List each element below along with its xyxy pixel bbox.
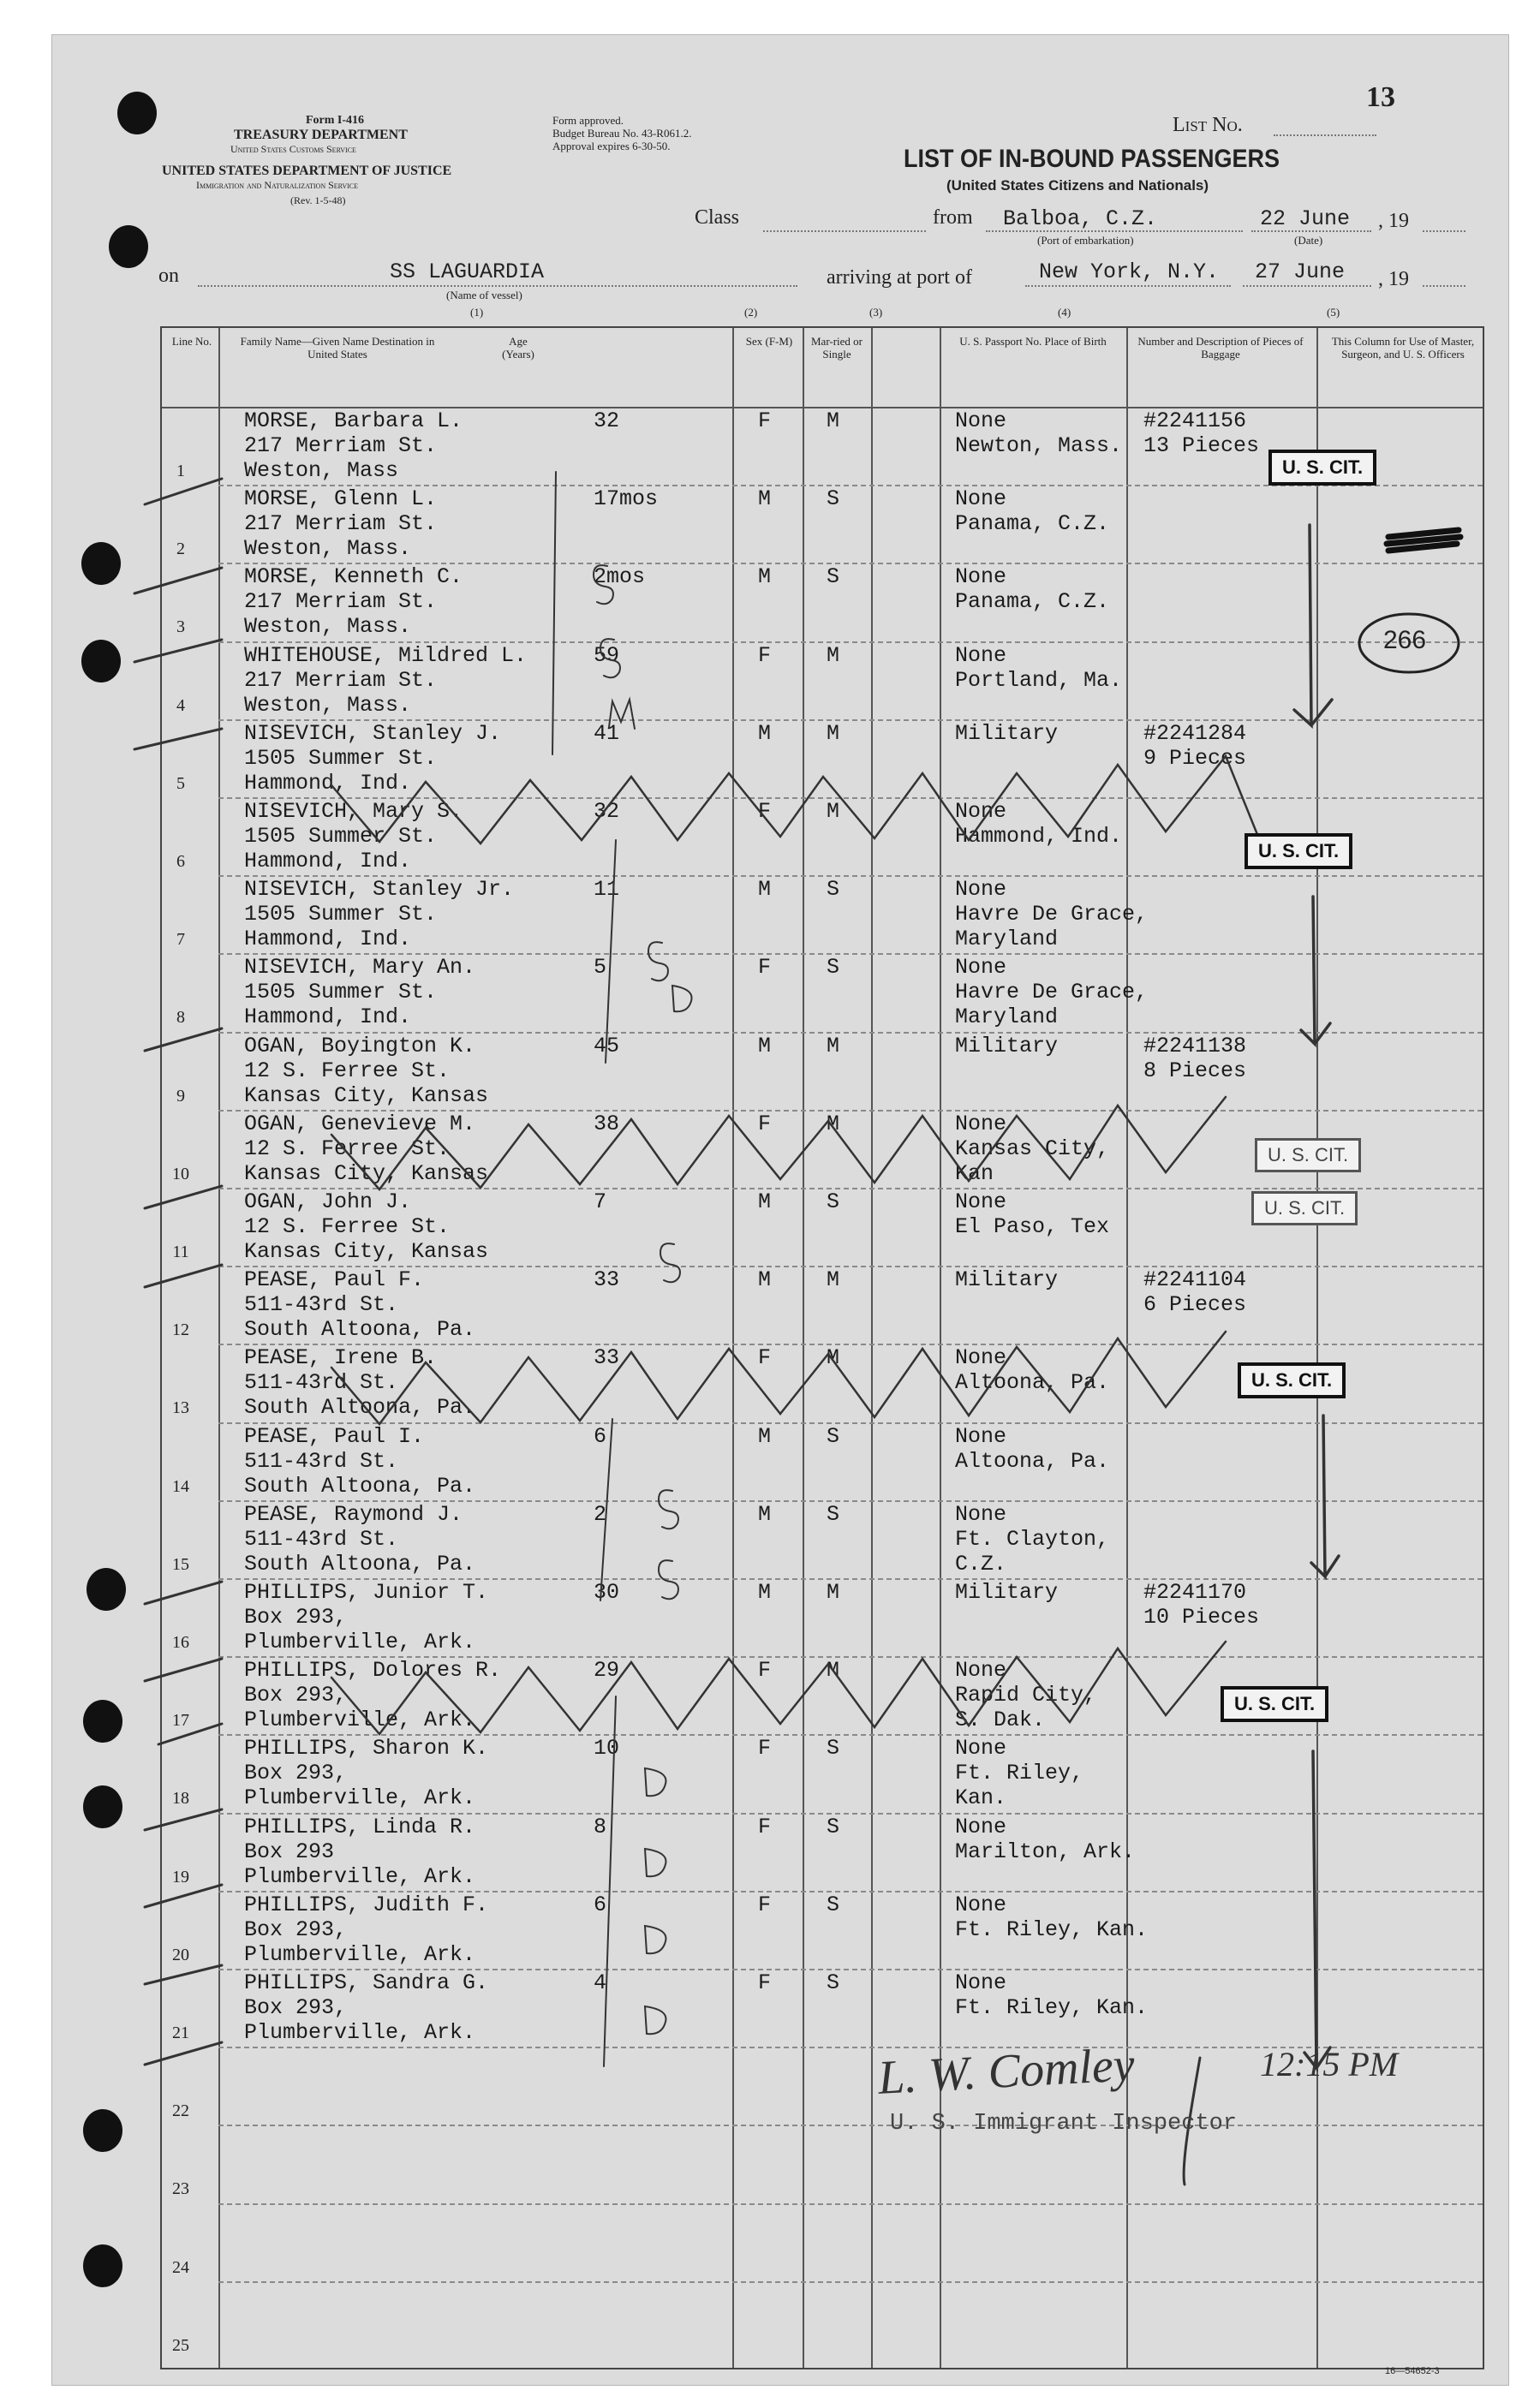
passport-number: None <box>955 408 1007 433</box>
arrival-date: 27 June <box>1255 259 1346 284</box>
passenger-marital-status: S <box>827 1970 840 1995</box>
inspector-signature: L. W. Comley <box>876 2038 1137 2105</box>
column-header-age: Age (Years) <box>502 335 534 361</box>
passenger-marital-status: S <box>827 877 840 903</box>
passenger-age: 32 <box>594 799 620 824</box>
line-number: 12 <box>172 1320 189 1340</box>
passenger-marital-status: S <box>827 1892 840 1917</box>
binder-hole <box>83 1700 122 1743</box>
passenger-age: 32 <box>594 408 620 433</box>
passenger-age: 5 <box>594 955 607 980</box>
column-header-name: Family Name—Given Name Destination in United States <box>240 335 435 361</box>
passenger-marital-status: M <box>827 408 840 433</box>
place-of-birth-cont: Kan <box>955 1160 994 1186</box>
baggage-number: #2241104 <box>1143 1267 1247 1293</box>
passenger-name: OGAN, Genevieve M. <box>244 1111 476 1136</box>
us-citizen-stamp: U. S. CIT. <box>1251 1191 1358 1225</box>
place-of-birth-cont: S. Dak. <box>955 1708 1046 1733</box>
baggage-number: #2241284 <box>1143 720 1247 746</box>
passenger-name: WHITEHOUSE, Mildred L. <box>244 642 528 668</box>
passenger-address: Box 293, <box>244 1683 348 1708</box>
passenger-sex: F <box>758 1658 772 1684</box>
passport-number: None <box>955 1423 1007 1449</box>
passenger-destination: South Altoona, Pa. <box>244 1473 476 1499</box>
us-citizen-stamp: U. S. CIT. <box>1238 1362 1346 1398</box>
binder-hole <box>83 2109 122 2152</box>
place-of-birth: Rapid City, <box>955 1683 1097 1708</box>
vessel-caption: (Name of vessel) <box>446 289 522 301</box>
line-number: 1 <box>176 462 185 480</box>
list-title: LIST OF IN-BOUND PASSENGERS <box>904 145 1280 173</box>
us-citizen-stamp: U. S. CIT. <box>1268 450 1376 486</box>
passenger-address: 511-43rd St. <box>244 1526 399 1552</box>
passenger-name: PEASE, Paul I. <box>244 1423 425 1449</box>
passenger-destination: Plumberville, Ark. <box>244 1863 476 1889</box>
us-citizen-stamp: U. S. CIT. <box>1221 1686 1328 1722</box>
passenger-address: 1505 Summer St. <box>244 824 438 849</box>
passenger-age: 7 <box>594 1189 607 1214</box>
budget-bureau: Budget Bureau No. 43-R061.2. <box>552 127 692 140</box>
passenger-address: 12 S. Ferree St. <box>244 1058 451 1083</box>
passenger-destination: Plumberville, Ark. <box>244 1630 476 1654</box>
port-of-arrival: New York, N.Y. <box>1039 259 1220 284</box>
baggage-pieces: 13 Pieces <box>1143 433 1260 458</box>
line-number: 20 <box>172 1945 189 1964</box>
place-of-birth: Havre De Grace, <box>955 980 1149 1005</box>
line-number: 11 <box>172 1243 189 1261</box>
passenger-destination: Hammond, Ind. <box>244 927 412 952</box>
passenger-sex: F <box>758 1892 772 1917</box>
passenger-age: 59 <box>594 642 620 668</box>
passenger-marital-status: M <box>827 1345 840 1371</box>
place-of-birth: El Paso, Tex <box>955 1214 1110 1239</box>
place-of-birth: Havre De Grace, <box>955 902 1149 927</box>
passenger-name: PHILLIPS, Linda R. <box>244 1814 476 1839</box>
vessel-col-number: (1) <box>470 306 484 319</box>
passenger-destination: Kansas City, Kansas <box>244 1082 489 1108</box>
passenger-marital-status: S <box>827 1501 840 1527</box>
passenger-destination: Plumberville, Ark. <box>244 2020 476 2045</box>
baggage-pieces: 9 Pieces <box>1143 745 1247 771</box>
passenger-name: PHILLIPS, Junior T. <box>244 1580 489 1605</box>
passenger-name: NISEVICH, Mary An. <box>244 955 476 980</box>
justice-dept: UNITED STATES DEPARTMENT OF JUSTICE <box>162 164 452 178</box>
passport-number: Military <box>955 1033 1059 1058</box>
form-number: Form I-416 <box>306 114 365 127</box>
year-label: , 19 <box>1378 268 1409 290</box>
line-number: 4 <box>176 695 185 715</box>
footer-code: 16—54652-3 <box>1385 2366 1440 2376</box>
passport-number: None <box>955 799 1007 824</box>
passenger-sex: F <box>758 642 772 668</box>
place-of-birth-cont: Maryland <box>955 1004 1059 1030</box>
place-of-birth: Ft. Riley, Kan. <box>955 1916 1149 1942</box>
passenger-destination: South Altoona, Pa. <box>244 1551 476 1577</box>
passenger-name: OGAN, John J. <box>244 1189 412 1214</box>
line-number: 13 <box>172 1398 189 1418</box>
place-of-birth: Kansas City, <box>955 1135 1110 1161</box>
passenger-address: 217 Merriam St. <box>244 433 438 458</box>
baggage-number: #2241170 <box>1143 1580 1247 1605</box>
passenger-name: PHILLIPS, Judith F. <box>244 1892 489 1917</box>
passenger-age: 29 <box>594 1658 620 1684</box>
passenger-destination: South Altoona, Pa. <box>244 1395 476 1421</box>
port-of-embarkation: Balboa, C.Z. <box>1003 206 1158 231</box>
passenger-address: 1505 Summer St. <box>244 745 438 771</box>
column-header-line-no: Line No. <box>171 335 212 348</box>
customs-service: United States Customs Service <box>230 143 356 155</box>
passenger-destination: Kansas City, Kansas <box>244 1239 489 1264</box>
passenger-destination: Hammond, Ind. <box>244 849 412 873</box>
baggage-number: #2241138 <box>1143 1033 1247 1058</box>
manifest-page <box>51 34 1509 2386</box>
passenger-sex: M <box>758 486 772 512</box>
us-citizen-stamp: U. S. CIT. <box>1255 1138 1361 1172</box>
passenger-destination: Weston, Mass. <box>244 536 412 562</box>
passenger-destination: Weston, Mass. <box>244 614 412 640</box>
column-header-officers: This Column for Use of Master, Surgeon, and U. S. Officers <box>1331 335 1475 361</box>
on-label: on <box>158 265 179 287</box>
passport-number: None <box>955 1814 1007 1839</box>
passenger-age: 6 <box>594 1892 607 1917</box>
line-number: 15 <box>172 1554 189 1574</box>
line-number: 8 <box>176 1008 185 1028</box>
place-of-birth: Altoona, Pa. <box>955 1448 1110 1474</box>
passenger-sex: F <box>758 955 772 980</box>
baggage-pieces: 10 Pieces <box>1143 1605 1260 1630</box>
line-number: 16 <box>172 1633 189 1652</box>
passenger-sex: F <box>758 1814 772 1839</box>
passenger-age: 17mos <box>594 486 659 512</box>
line-number: 6 <box>176 852 185 871</box>
passenger-name: PHILLIPS, Sandra G. <box>244 1970 489 1995</box>
binder-hole <box>81 640 121 682</box>
line-number: 21 <box>172 2024 189 2042</box>
passenger-age: 6 <box>594 1423 607 1449</box>
page-number: 13 <box>1366 81 1395 113</box>
passenger-address: 217 Merriam St. <box>244 511 438 537</box>
passenger-name: MORSE, Kenneth C. <box>244 564 463 590</box>
binder-hole <box>83 2244 122 2287</box>
date-caption: (Date) <box>1294 234 1323 247</box>
us-citizen-stamp: U. S. CIT. <box>1245 833 1352 869</box>
passenger-age: 33 <box>594 1267 620 1293</box>
line-number: 9 <box>176 1086 185 1106</box>
arriving-label: arriving at port of <box>827 266 972 289</box>
passenger-address: Box 293, <box>244 1995 348 2020</box>
passenger-address: 217 Merriam St. <box>244 589 438 615</box>
column-number-5: (5) <box>1327 306 1340 319</box>
passport-number: Military <box>955 1267 1059 1293</box>
baggage-number: #2241156 <box>1143 408 1247 433</box>
treasury-dept: TREASURY DEPARTMENT <box>234 128 408 142</box>
passenger-destination: South Altoona, Pa. <box>244 1317 476 1343</box>
port-embark-caption: (Port of embarkation) <box>1037 234 1134 247</box>
passenger-sex: M <box>758 1033 772 1058</box>
place-of-birth: Hammond, Ind. <box>955 824 1123 849</box>
passenger-name: PHILLIPS, Sharon K. <box>244 1736 489 1761</box>
passenger-name: MORSE, Glenn L. <box>244 486 438 512</box>
place-of-birth: Marilton, Ark. <box>955 1839 1136 1864</box>
line-number: 19 <box>172 1867 189 1886</box>
passport-number: None <box>955 1345 1007 1371</box>
passenger-marital-status: M <box>827 1267 840 1293</box>
passenger-sex: M <box>758 1580 772 1605</box>
line-number: 14 <box>172 1476 189 1496</box>
inspector-title: U. S. Immigrant Inspector <box>890 2111 1238 2137</box>
passport-number: Military <box>955 720 1059 746</box>
passenger-sex: M <box>758 1501 772 1527</box>
passenger-name: PEASE, Irene B. <box>244 1345 438 1371</box>
binder-hole <box>87 1568 126 1611</box>
vessel-name: SS LAGUARDIA <box>390 259 545 284</box>
place-of-birth: Newton, Mass. <box>955 433 1123 458</box>
passenger-marital-status: M <box>827 642 840 668</box>
baggage-pieces: 6 Pieces <box>1143 1292 1247 1318</box>
passenger-destination: Plumberville, Ark. <box>244 1941 476 1967</box>
line-number: 17 <box>172 1711 189 1731</box>
column-header-baggage: Number and Description of Pieces of Baggage <box>1137 335 1304 361</box>
passenger-destination: Weston, Mass. <box>244 692 412 718</box>
passenger-sex: M <box>758 1423 772 1449</box>
place-of-birth: Altoona, Pa. <box>955 1370 1110 1396</box>
passenger-marital-status: M <box>827 720 840 746</box>
place-of-birth: Portland, Ma. <box>955 667 1123 693</box>
passenger-sex: M <box>758 1267 772 1293</box>
passenger-marital-status: M <box>827 799 840 824</box>
passenger-address: 511-43rd St. <box>244 1448 399 1474</box>
line-number: 23 <box>172 2179 189 2199</box>
passenger-sex: F <box>758 1345 772 1371</box>
column-header-sex: Sex (F-M) <box>745 335 793 348</box>
passenger-sex: F <box>758 1736 772 1761</box>
line-number: 22 <box>172 2101 189 2121</box>
passenger-marital-status: S <box>827 955 840 980</box>
passenger-destination: Weston, Mass <box>244 458 399 483</box>
passenger-sex: M <box>758 720 772 746</box>
passenger-age: 30 <box>594 1580 620 1605</box>
ins-service: Immigration and Naturalization Service <box>196 179 359 191</box>
binder-hole <box>83 1785 122 1828</box>
passenger-address: 511-43rd St. <box>244 1292 399 1318</box>
passport-number: None <box>955 564 1007 590</box>
revision: (Rev. 1-5-48) <box>290 194 346 206</box>
list-subtitle: (United States Citizens and Nationals) <box>946 177 1209 194</box>
passenger-age: 4 <box>594 1970 607 1995</box>
line-number: 10 <box>172 1164 189 1183</box>
passenger-address: 1505 Summer St. <box>244 902 438 927</box>
class-label: Class <box>695 206 740 229</box>
passenger-age: 11 <box>594 877 620 903</box>
passport-number: None <box>955 1892 1007 1917</box>
line-number: 3 <box>176 617 185 637</box>
passenger-address: 12 S. Ferree St. <box>244 1214 451 1239</box>
passenger-name: PHILLIPS, Dolores R. <box>244 1658 502 1684</box>
passenger-sex: M <box>758 1189 772 1214</box>
passport-number: None <box>955 1111 1007 1136</box>
passenger-sex: F <box>758 408 772 433</box>
column-header-married: Mar-ried or Single <box>810 335 863 361</box>
line-number: 18 <box>172 1789 189 1809</box>
passenger-destination: Plumberville, Ark. <box>244 1708 476 1733</box>
passenger-marital-status: S <box>827 1814 840 1839</box>
passenger-address: Box 293, <box>244 1916 348 1942</box>
passenger-address: Box 293, <box>244 1761 348 1786</box>
passenger-address: 12 S. Ferree St. <box>244 1135 451 1161</box>
passport-number: Military <box>955 1580 1059 1605</box>
place-of-birth: Ft. Riley, Kan. <box>955 1995 1149 2020</box>
place-of-birth-cont: Kan. <box>955 1785 1007 1811</box>
passport-number: None <box>955 1658 1007 1684</box>
binder-hole <box>81 542 121 585</box>
passenger-destination: Hammond, Ind. <box>244 1004 412 1030</box>
passenger-marital-status: M <box>827 1033 840 1058</box>
passenger-marital-status: S <box>827 1423 840 1449</box>
passport-number: None <box>955 642 1007 668</box>
place-of-birth: Panama, C.Z. <box>955 589 1110 615</box>
passport-number: None <box>955 1970 1007 1995</box>
place-of-birth: Ft. Riley, <box>955 1761 1084 1786</box>
place-of-birth: Panama, C.Z. <box>955 511 1110 537</box>
column-number-4: (4) <box>1058 306 1071 319</box>
passport-number: None <box>955 877 1007 903</box>
passenger-age: 8 <box>594 1814 607 1839</box>
line-number: 24 <box>172 2257 189 2277</box>
passenger-address: Box 293 <box>244 1839 335 1864</box>
passenger-name: PEASE, Raymond J. <box>244 1501 463 1527</box>
passenger-sex: F <box>758 799 772 824</box>
passenger-marital-status: S <box>827 486 840 512</box>
binder-hole <box>109 225 148 268</box>
passenger-sex: M <box>758 564 772 590</box>
passenger-age: 2mos <box>594 564 646 590</box>
line-number: 25 <box>172 2335 189 2355</box>
passenger-age: 10 <box>594 1736 620 1761</box>
passenger-marital-status: M <box>827 1658 840 1684</box>
passenger-name: NISEVICH, Stanley J. <box>244 720 502 746</box>
column-number-3: (3) <box>869 306 883 319</box>
passenger-name: NISEVICH, Stanley Jr. <box>244 877 515 903</box>
line-number: 7 <box>176 930 185 950</box>
passenger-address: 217 Merriam St. <box>244 667 438 693</box>
place-of-birth-cont: Maryland <box>955 927 1059 952</box>
signature-time: 12:15 PM <box>1260 2045 1399 2083</box>
circled-number: 266 <box>1383 626 1427 654</box>
passenger-name: NISEVICH, Mary S. <box>244 799 463 824</box>
passenger-name: MORSE, Barbara L. <box>244 408 463 433</box>
passport-number: None <box>955 1501 1007 1527</box>
passenger-destination: Plumberville, Ark. <box>244 1785 476 1811</box>
approval-expires: Approval expires 6-30-50. <box>552 140 671 152</box>
passenger-age: 33 <box>594 1345 620 1371</box>
form-approved: Form approved. <box>552 114 624 127</box>
passport-number: None <box>955 486 1007 512</box>
passenger-marital-status: M <box>827 1111 840 1136</box>
passenger-age: 45 <box>594 1033 620 1058</box>
passenger-marital-status: S <box>827 1736 840 1761</box>
passenger-marital-status: M <box>827 1580 840 1605</box>
passenger-sex: F <box>758 1111 772 1136</box>
passport-number: None <box>955 1736 1007 1761</box>
list-no-label: List No. <box>1173 114 1243 136</box>
passport-number: None <box>955 1189 1007 1214</box>
passenger-age: 2 <box>594 1501 607 1527</box>
passenger-age: 41 <box>594 720 620 746</box>
passenger-sex: M <box>758 877 772 903</box>
from-label: from <box>933 206 973 229</box>
passenger-sex: F <box>758 1970 772 1995</box>
passenger-destination: Hammond, Ind. <box>244 770 412 796</box>
passenger-name: PEASE, Paul F. <box>244 1267 425 1293</box>
passport-number: None <box>955 955 1007 980</box>
passenger-destination: Kansas City, Kansas <box>244 1160 489 1186</box>
column-header-passport: U. S. Passport No. Place of Birth <box>959 335 1107 348</box>
passenger-marital-status: S <box>827 564 840 590</box>
passenger-age: 38 <box>594 1111 620 1136</box>
passenger-marital-status: S <box>827 1189 840 1214</box>
passenger-address: Box 293, <box>244 1605 348 1630</box>
line-number: 5 <box>176 773 185 793</box>
baggage-pieces: 8 Pieces <box>1143 1058 1247 1083</box>
passenger-address: 511-43rd St. <box>244 1370 399 1396</box>
line-number: 2 <box>176 539 185 559</box>
year-label: , 19 <box>1378 210 1409 232</box>
place-of-birth-cont: C.Z. <box>955 1551 1007 1577</box>
passenger-name: OGAN, Boyington K. <box>244 1033 476 1058</box>
departure-date: 22 June <box>1260 206 1351 231</box>
column-number-2: (2) <box>744 306 758 319</box>
binder-hole <box>117 92 157 134</box>
passenger-address: 1505 Summer St. <box>244 980 438 1005</box>
place-of-birth: Ft. Clayton, <box>955 1526 1110 1552</box>
